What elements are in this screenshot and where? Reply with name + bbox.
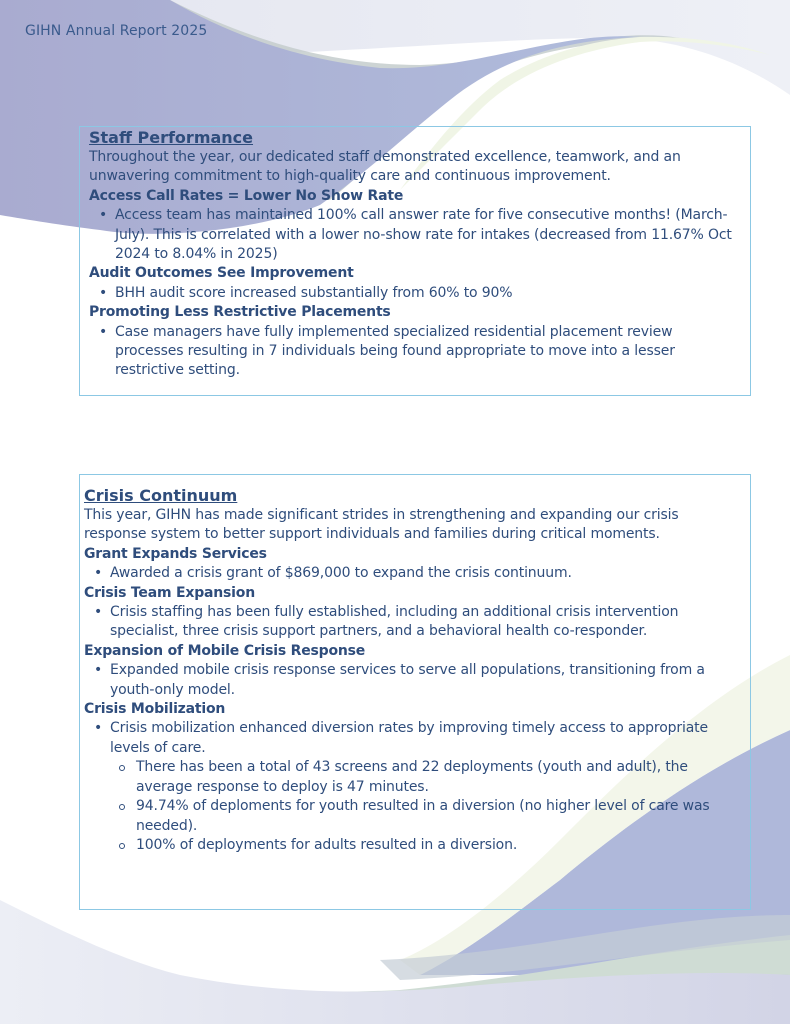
section-title: Staff Performance — [89, 128, 254, 147]
subheading: Crisis Team Expansion — [84, 584, 255, 601]
bullet-icon: • — [99, 323, 108, 340]
sub-list-item — [84, 836, 740, 855]
bullet-list — [84, 564, 740, 583]
subheading: Grant Expands Services — [84, 545, 267, 562]
bullet-icon: • — [94, 662, 103, 679]
list-item — [89, 206, 740, 264]
subheading: Expansion of Mobile Crisis Response — [84, 642, 366, 659]
subheading: Access Call Rates = Lower No Show Rate — [89, 187, 404, 204]
bullet-icon: • — [94, 720, 103, 737]
hollow-bullet-icon — [119, 843, 125, 849]
staff-performance-card — [79, 126, 751, 396]
crisis-continuum-card — [79, 474, 751, 910]
list-item — [89, 323, 740, 381]
report-header-title: GIHN Annual Report 2025 — [25, 23, 208, 39]
list-item-text: Expanded mobile crisis response services to serve all populations, transitioning from a youth-only model. — [110, 662, 705, 698]
list-item — [84, 564, 740, 583]
bullet-icon: • — [99, 207, 108, 224]
sub-list-item — [84, 758, 740, 797]
bullet-list — [89, 206, 740, 264]
list-item-text: 94.74% of deploments for youth resulted in a diversion (no higher level of care was needed). — [136, 798, 710, 834]
hollow-bullet-icon — [119, 765, 125, 771]
sub-list-item — [84, 797, 740, 836]
bullet-list — [89, 284, 740, 303]
list-item-text: 100% of deployments for adults resulted in a diversion. — [136, 836, 518, 853]
list-item-text: Access team has maintained 100% call answer rate for five consecutive months! (March- July). This is correlated with a lower no-show rate for intakes (decreased from 11.67% Oct 2024 to 8.04% in 2025) — [115, 207, 732, 263]
list-item-text: BHH audit score increased substantially from 60% to 90% — [115, 284, 513, 301]
list-item-text: Crisis staffing has been fully established, including an additional crisis intervention specialist, three crisis support partners, and a behavioral health co-responder. — [110, 604, 679, 640]
section-title: Crisis Continuum — [84, 486, 238, 505]
bullet-icon: • — [94, 604, 103, 621]
list-item — [89, 284, 740, 303]
list-item — [84, 661, 740, 700]
subheading: Audit Outcomes See Improvement — [89, 265, 354, 282]
list-item — [84, 603, 740, 642]
subheading: Promoting Less Restrictive Placements — [89, 304, 391, 321]
bullet-icon: • — [94, 565, 103, 582]
list-item — [84, 719, 740, 758]
subheading: Crisis Mobilization — [84, 701, 226, 718]
section-intro: This year, GIHN has made significant strides in strengthening and expanding our crisis response system to better support individuals and families during critical moments. — [84, 507, 679, 543]
list-item-text: Crisis mobilization enhanced diversion rates by improving timely access to appropriate levels of care. — [110, 720, 708, 756]
bullet-list — [89, 323, 740, 381]
bullet-list — [84, 661, 740, 700]
bullet-icon: • — [99, 284, 108, 301]
list-item-text: Case managers have fully implemented specialized residential placement review processes resulting in 7 individuals being found appropriate to move into a lesser restrictive setting. — [115, 323, 675, 379]
bullet-list — [84, 719, 740, 855]
bullet-list — [84, 603, 740, 642]
hollow-bullet-icon — [119, 804, 125, 810]
list-item-text: There has been a total of 43 screens and 22 deployments (youth and adult), the average response to deploy is 47 minutes. — [136, 759, 688, 795]
list-item-text: Awarded a crisis grant of $869,000 to expand the crisis continuum. — [110, 565, 572, 582]
section-intro: Throughout the year, our dedicated staff demonstrated excellence, teamwork, and an unwavering commitment to high-quality care and continuous improvement. — [89, 149, 681, 185]
